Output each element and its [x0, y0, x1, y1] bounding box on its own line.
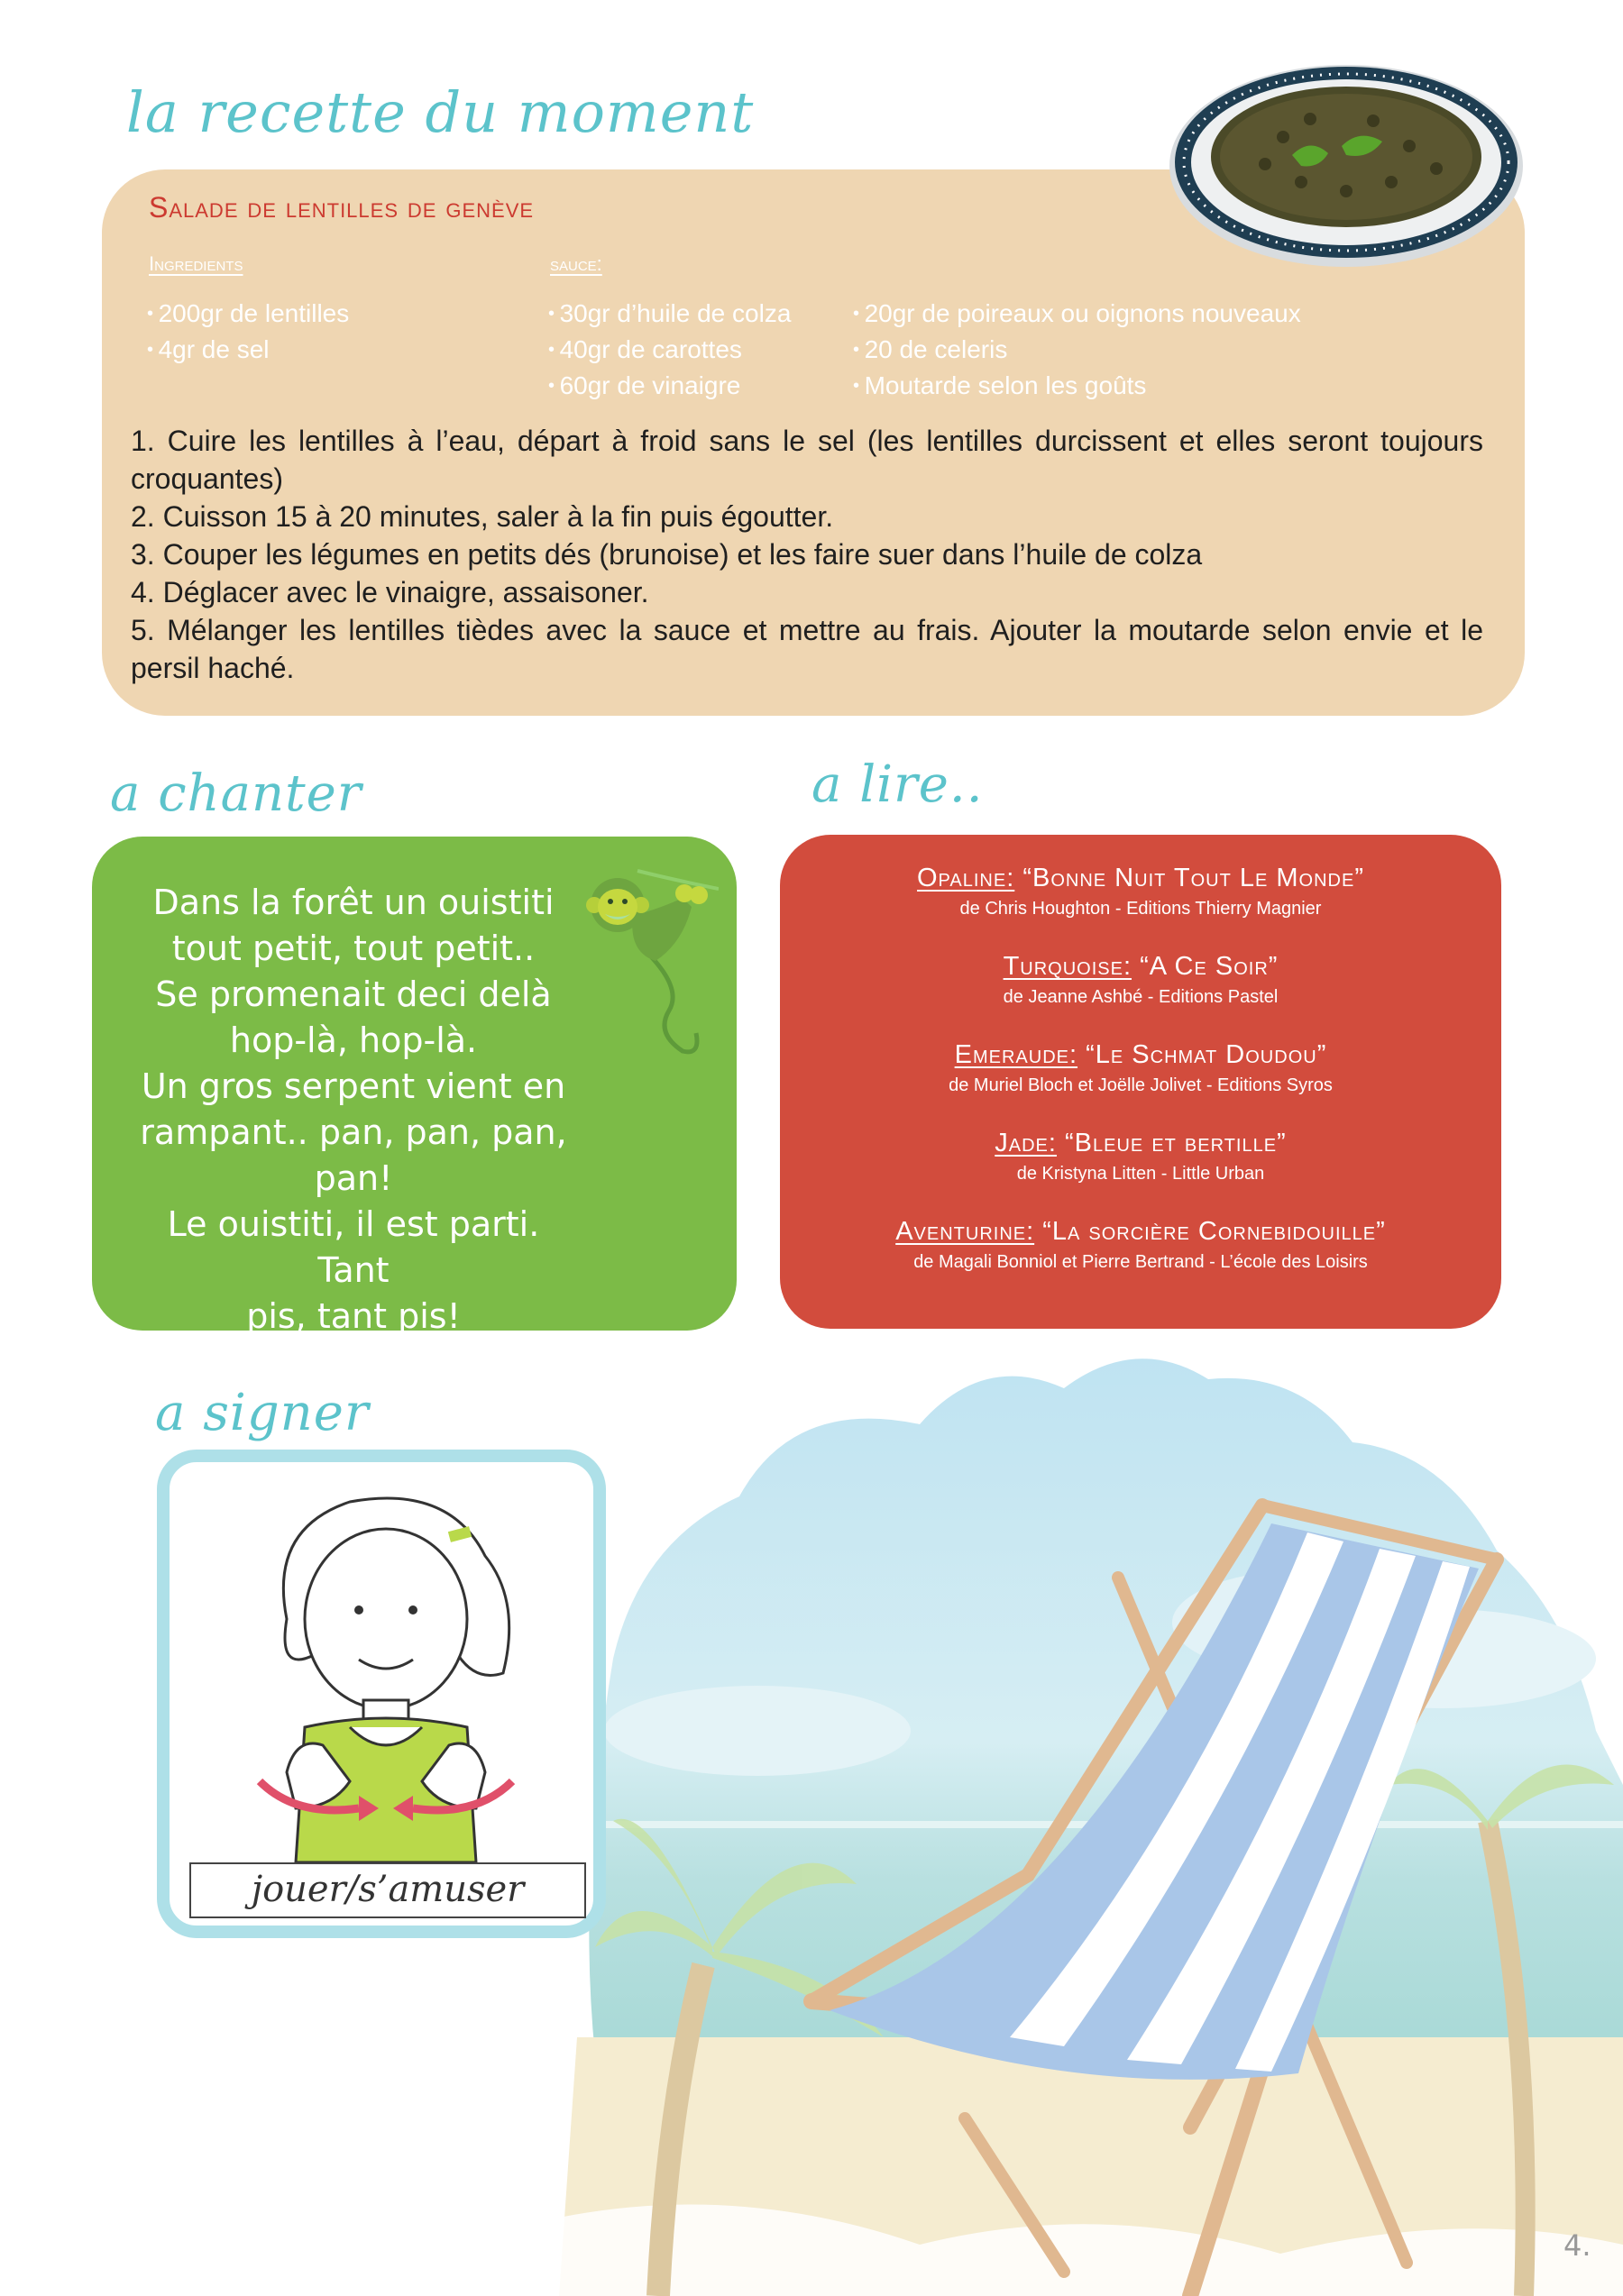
book-level: Jade:	[995, 1129, 1057, 1157]
recipe-step: 5. Mélanger les lentilles tièdes avec la sauce et mettre au frais. Ajouter la moutarde selon envie et le persil haché.	[131, 614, 1483, 684]
recipe-step: 3. Couper les légumes en petits dés (brunoise) et les faire suer dans l’huile de colza	[131, 538, 1203, 571]
book-item	[780, 1129, 1501, 1185]
song-card	[92, 837, 737, 1336]
book-item	[780, 952, 1501, 1008]
lire-section-title: a lire..	[812, 755, 984, 814]
ingredients-heading: Ingredients	[149, 252, 243, 275]
book-author: de Magali Bonniol et Pierre Bertrand - L’école des Loisirs	[913, 1252, 1368, 1272]
book-title: “Bonne Nuit Tout Le Monde”	[1014, 864, 1364, 892]
song-line: hop-là, hop-là.	[229, 1020, 478, 1060]
recipe-step: 4. Déglacer avec le vinaigre, assaisoner.	[131, 576, 649, 608]
sauce-item: • 60gr de vinaigre	[548, 368, 791, 404]
song-line: rampant.. pan, pan, pan,	[140, 1112, 567, 1152]
book-title: “La sorcière Cornebidouille”	[1034, 1217, 1386, 1246]
book-title: “Le Schmat Doudou”	[1077, 1040, 1327, 1069]
beach-deckchair-illustration	[559, 1316, 1623, 2296]
song-line: Le ouistiti, il est parti. Tant	[167, 1204, 540, 1290]
recipe-title: Salade de lentilles de genève	[149, 191, 535, 224]
book-title: “A Ce Soir”	[1132, 952, 1279, 981]
page-number: 4.	[1563, 2228, 1591, 2263]
sauce-heading: sauce:	[550, 252, 602, 275]
song-line: Un gros serpent vient en	[141, 1066, 566, 1106]
sauce-item: • 20gr de poireaux ou oignons nouveaux	[853, 296, 1301, 332]
recipe-section-title: la recette du moment	[126, 79, 755, 145]
book-item	[780, 1217, 1501, 1273]
book-level: Emeraude:	[954, 1040, 1078, 1069]
song-line: tout petit, tout petit..	[171, 928, 536, 968]
monkey-illustration	[583, 853, 719, 1060]
sign-label: jouer/s’amuser	[189, 1862, 586, 1918]
song-line: Se promenait deci delà	[155, 974, 552, 1014]
sign-card	[157, 1450, 606, 1938]
book-author: de Muriel Bloch et Joëlle Jolivet - Editions Syros	[949, 1075, 1333, 1095]
song-line: pis, tant pis!	[246, 1296, 461, 1336]
books-card	[780, 835, 1501, 1329]
lentil-plate-illustration	[1166, 56, 1527, 272]
book-title: “Bleue et bertille”	[1056, 1129, 1287, 1157]
song-line: Dans la forêt un ouistiti	[152, 883, 555, 922]
book-author: de Kristyna Litten - Little Urban	[1016, 1164, 1265, 1184]
chanter-section-title: a chanter	[110, 764, 362, 823]
book-level: Turquoise:	[1003, 952, 1132, 981]
sauce-list-2	[853, 296, 1301, 404]
signer-section-title: a signer	[155, 1384, 370, 1442]
ingredient-item: • 200gr de lentilles	[147, 296, 349, 332]
sauce-item: • 30gr d’huile de colza	[548, 296, 791, 332]
book-author: de Chris Houghton - Editions Thierry Magnier	[959, 899, 1322, 919]
recipe-steps	[131, 422, 1483, 687]
recipe-step: 2. Cuisson 15 à 20 minutes, saler à la fin puis égoutter.	[131, 500, 834, 533]
recipe-step: 1. Cuire les lentilles à l’eau, départ à froid sans le sel (les lentilles durcissent et elles seront toujours croquantes)	[131, 425, 1483, 495]
sauce-item: • Moutarde selon les goûts	[853, 368, 1301, 404]
song-line: pan!	[314, 1158, 393, 1198]
sauce-item: • 20 de celeris	[853, 332, 1301, 368]
ingredients-list	[147, 296, 349, 368]
book-author: de Jeanne Ashbé - Editions Pastel	[1003, 987, 1279, 1007]
book-item	[780, 864, 1501, 919]
book-item	[780, 1040, 1501, 1096]
girl-signing-illustration	[188, 1475, 584, 1871]
sauce-list-1	[548, 296, 791, 404]
song-lyrics	[128, 880, 579, 1340]
book-level: Opaline:	[917, 864, 1015, 892]
book-level: Aventurine:	[895, 1217, 1035, 1246]
ingredient-item: • 4gr de sel	[147, 332, 349, 368]
sauce-item: • 40gr de carottes	[548, 332, 791, 368]
